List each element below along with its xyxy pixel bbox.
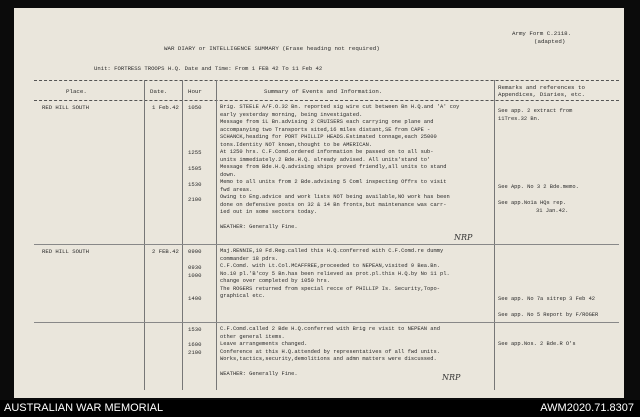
remarks-line: See app.No1a HQs rep. (498, 200, 566, 206)
entry-hour: 1530 (188, 181, 202, 188)
entry-summary (220, 104, 503, 232)
header-rule-bottom (34, 100, 619, 101)
remarks-line: 11Tres.32 Bn. (498, 115, 541, 122)
summary-line: commander 18 pdrs. (220, 255, 279, 262)
summary-line: done on defensive posts on 32 & 14 Bn fronts,but maintenance was carr- (220, 201, 447, 208)
signature-initials: NRP (454, 233, 473, 242)
summary-line: WEATHER: Generally Fine. (220, 371, 298, 377)
summary-line: Brig. STEELE A/F.O.32 Bn. reported sig wire cut between Bn H.Q.and 'A' coy (220, 104, 460, 110)
summary-line: Message from 1L Bn.advising 2 CRUISERS each carrying one plane and (220, 119, 434, 125)
entry-hour: 1000 (188, 272, 202, 279)
remarks-line: See App. No 3 2 Bde.memo. (498, 184, 579, 190)
signature-initials: NRP (442, 373, 461, 382)
diary-page (14, 8, 624, 398)
unit-date-line: Unit: FORTRESS TROOPS H.Q. Date and Time: From 1 FEB 42 To 11 Feb 42 (94, 65, 323, 72)
column-header-remarks: Remarks and references to Appendices, Diaries, etc. (498, 84, 585, 98)
summary-line (220, 217, 503, 225)
entry-hour: 1255 (188, 149, 202, 156)
summary-line: WEATHER: Generally Fine. (220, 224, 298, 230)
summary-line: Owing to Eng.advice and work lists NOT being available,NO work has been (220, 194, 450, 200)
column-divider (216, 80, 217, 390)
archive-footer (0, 400, 640, 417)
entry-hour: 2100 (188, 349, 202, 356)
entry-hour: 2100 (188, 196, 202, 203)
archive-reference: AWM2020.71.8307 (540, 402, 634, 414)
entry-hour: 1505 (188, 165, 202, 172)
remarks-line: See app. No 5 Report by F/ROGER (498, 312, 599, 318)
entry-hour: 0930 (188, 264, 202, 271)
summary-line: Message from Bde.H.Q.advising ships proved friendly,all units to stand (220, 164, 447, 170)
column-header-hour: Hour (188, 88, 202, 95)
entry-remarks (498, 341, 576, 349)
entry-hour: 0900 (188, 248, 202, 255)
summary-line: early yesterday morning, being investigated. (220, 111, 363, 118)
column-divider (144, 80, 145, 390)
summary-line (220, 364, 503, 372)
summary-line: No.10 pl.'B'coy 5 Bn.has been relieved as prot.pl.this H.Q.by No 11 pl. (220, 270, 450, 277)
summary-line: units immediately.2 Bde.H.Q. already advised. All units'stand to' (220, 156, 431, 163)
summary-line: The ROGERS returned from special recce of PHILLIP Is. Security,Topo- (220, 285, 440, 292)
diary-title: WAR DIARY or INTELLIGENCE SUMMARY (Erase heading not required) (164, 45, 380, 52)
header-rule-top (34, 80, 619, 81)
entry-remarks (498, 296, 595, 304)
entry-remarks (498, 312, 598, 320)
entry-divider (34, 322, 619, 323)
summary-line: Conference at this H.Q.attended by representatives of all fwd units. (220, 348, 440, 355)
summary-line: SCHANCK,heading for PORT PHILLIP HEADS.Estimated tonnage,each 25000 (220, 134, 437, 140)
summary-line: At 1250 hrs. C.F.Comd.ordered information be passed on to all sub- (220, 149, 434, 155)
entry-summary (220, 248, 503, 301)
summary-line: change over completed by 1050 hrs. (220, 278, 330, 284)
entry-hour: 1400 (188, 295, 202, 302)
summary-line: C.F.Comd.called 2 Bde H.Q.conferred with Brig re visit to NEPEAN and (220, 326, 440, 332)
entry-summary (220, 326, 503, 379)
summary-line: Leave arrangements changed. (220, 341, 308, 347)
summary-line: graphical etc. (220, 293, 266, 299)
column-header-date: Date. (150, 88, 168, 95)
entry-date: 2 FEB.42 (152, 248, 179, 255)
summary-line: ied out in some sectors today. (220, 209, 318, 215)
summary-line: other general items. (220, 333, 285, 340)
remarks-line: See app. No 7a sitrep 3 Feb 42 (498, 296, 596, 302)
column-header-place: Place. (66, 88, 87, 95)
entry-remarks (498, 184, 579, 192)
summary-line: accompanying two Transports sited,16 miles distant,SE from CAPE - (220, 126, 431, 133)
summary-line: tons.Identity NOT known,thought to be AMERICAN. (220, 141, 373, 148)
adapted-label: (adapted) (534, 38, 566, 45)
summary-line: fwd areas. (220, 186, 253, 193)
summary-line: Memo to all units from 2 Bde.advising 5 Coml inspecting Offrs to visit (220, 179, 447, 185)
entry-remarks (498, 108, 572, 123)
summary-line: down. (220, 171, 237, 178)
remarks-line: 31 Jan.42. (536, 207, 569, 214)
remarks-line: See app. 2 extract from (498, 108, 573, 114)
entry-hour: 1530 (188, 326, 202, 333)
entry-remarks (498, 200, 568, 215)
column-header-summary: Summary of Events and Information. (264, 88, 383, 95)
entry-hour: 1600 (188, 341, 202, 348)
entry-place: RED HILL SOUTH (42, 248, 89, 255)
column-divider (182, 80, 183, 390)
remarks-line: See app.Nos. 2 Bde.R O's (498, 341, 576, 347)
army-form-label: Army Form C.2118. (512, 30, 572, 37)
entry-hour: 1050 (188, 104, 202, 111)
summary-line: Works,tactics,security,demolitions and admn matters were discussed. (220, 356, 437, 362)
summary-line: C.F.Comd. with Lt.Col.MCAFFREE,proceeded to NEPEAN,visited 9 Bea.Bn. (220, 263, 440, 269)
summary-line: Maj.RENNIE,10 Fd.Reg.called this H.Q.conferred with C.F.Comd.re dummy (220, 248, 444, 254)
entry-divider (34, 244, 619, 245)
entry-date: 1 Feb.42 (152, 104, 179, 111)
archive-name: AUSTRALIAN WAR MEMORIAL (4, 402, 164, 414)
entry-place: RED HILL SOUTH (42, 104, 89, 111)
